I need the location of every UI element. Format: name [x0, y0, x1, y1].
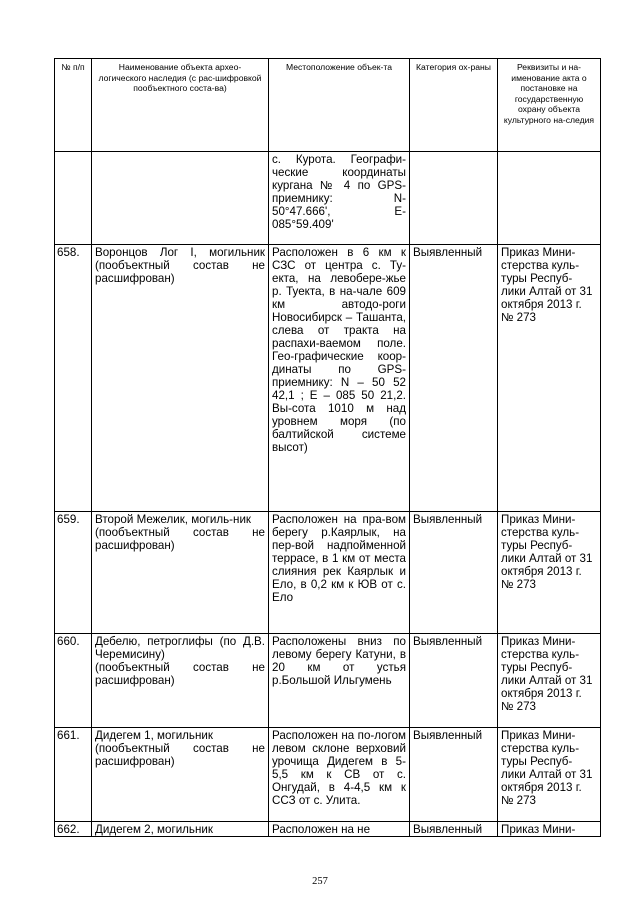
row-requisites: Приказ Мини-стерства куль-туры Респуб-лики Алтай от 31 октября 2013 г. № 273: [498, 245, 601, 512]
heritage-table: [54, 58, 601, 837]
row-number: 659.: [55, 512, 92, 634]
row-number: 662.: [55, 822, 92, 837]
row-category: Выявленный: [410, 728, 498, 822]
row-category: [410, 152, 498, 245]
row-number: 661.: [55, 728, 92, 822]
row-requisites: Приказ Мини-: [498, 822, 601, 837]
row-location: Расположен в 6 км к СЗС от центра с. Ту-екта, на левобере-жье р. Туекта, в на-чале 609 км автодо-роги Новосибирск – Ташанта, слева от тракта на распахи-ваемом поле. Гео-графические коор-динаты по GPS-приемнику: N – 50 52 42,1 ; E – 085 50 21,2. Вы-сота 1010 м над уровнем моря (по балтийской системе высот): [269, 245, 410, 512]
table-row: [55, 245, 601, 512]
header-category: Категория ох-раны: [410, 59, 498, 152]
header-location: Местоположение объек-та: [269, 59, 410, 152]
row-category: Выявленный: [410, 512, 498, 634]
table-row: [55, 634, 601, 728]
header-requisites: Реквизиты и на-именование акта о постановке на государственную охрану объекта культурного на-следия: [498, 59, 601, 152]
row-location: Расположен на пра-вом берегу р.Каярлык, на пер-вой надпойменной террасе, в 1 км от места слияния рек Каярлык и Ело, в 0,2 км к ЮВ от с. Ело: [269, 512, 410, 634]
row-location: Расположены вниз по левому берегу Катуни, в 20 км от устья р.Большой Ильгумень: [269, 634, 410, 728]
table-header-row: [55, 59, 601, 152]
row-requisites: Приказ Мини-стерства куль-туры Респуб-лики Алтай от 31 октября 2013 г. № 273: [498, 634, 601, 728]
row-category: Выявленный: [410, 822, 498, 837]
row-requisites: Приказ Мини-стерства куль-туры Респуб-лики Алтай от 31 октября 2013 г. № 273: [498, 728, 601, 822]
row-object-name: Воронцов Лог I, могильник (пообъектный состав не расшифрован): [92, 245, 269, 512]
header-object-name: Наименование объекта архео-логического наследия (с рас-шифровкой пообъектного соста-ва): [92, 59, 269, 152]
row-category: Выявленный: [410, 634, 498, 728]
row-number: 660.: [55, 634, 92, 728]
row-location: Расположен на не: [269, 822, 410, 837]
row-object-name: Дидегем 1, могильник (пообъектный состав не расшифрован): [92, 728, 269, 822]
row-object-name: Второй Межелик, могиль-ник (пообъектный состав не расшифрован): [92, 512, 269, 634]
row-number: [55, 152, 92, 245]
table-row: [55, 512, 601, 634]
table-row: [55, 152, 601, 245]
row-object-name: Дебелю, петроглифы (по Д.В. Черемисину) (пообъектный состав не расшифрован): [92, 634, 269, 728]
row-object-name: Дидегем 2, могильник: [92, 822, 269, 837]
page-number: 257: [312, 876, 328, 887]
row-number: 658.: [55, 245, 92, 512]
table-row: [55, 822, 601, 837]
row-location: Расположен на по-логом левом склоне верховий урочища Дидегем в 5-5,5 км к СВ от с. Онгудай, в 4-4,5 км к ССЗ от с. Улита.: [269, 728, 410, 822]
header-number: № п/п: [55, 59, 92, 152]
row-category: Выявленный: [410, 245, 498, 512]
row-object-name: [92, 152, 269, 245]
table-row: [55, 728, 601, 822]
row-requisites: [498, 152, 601, 245]
row-location: с. Курота. Географи-ческие координаты кургана № 4 по GPS-приемнику: N-50°47.666', E-085°59.409': [269, 152, 410, 245]
row-requisites: Приказ Мини-стерства куль-туры Респуб-лики Алтай от 31 октября 2013 г. № 273: [498, 512, 601, 634]
